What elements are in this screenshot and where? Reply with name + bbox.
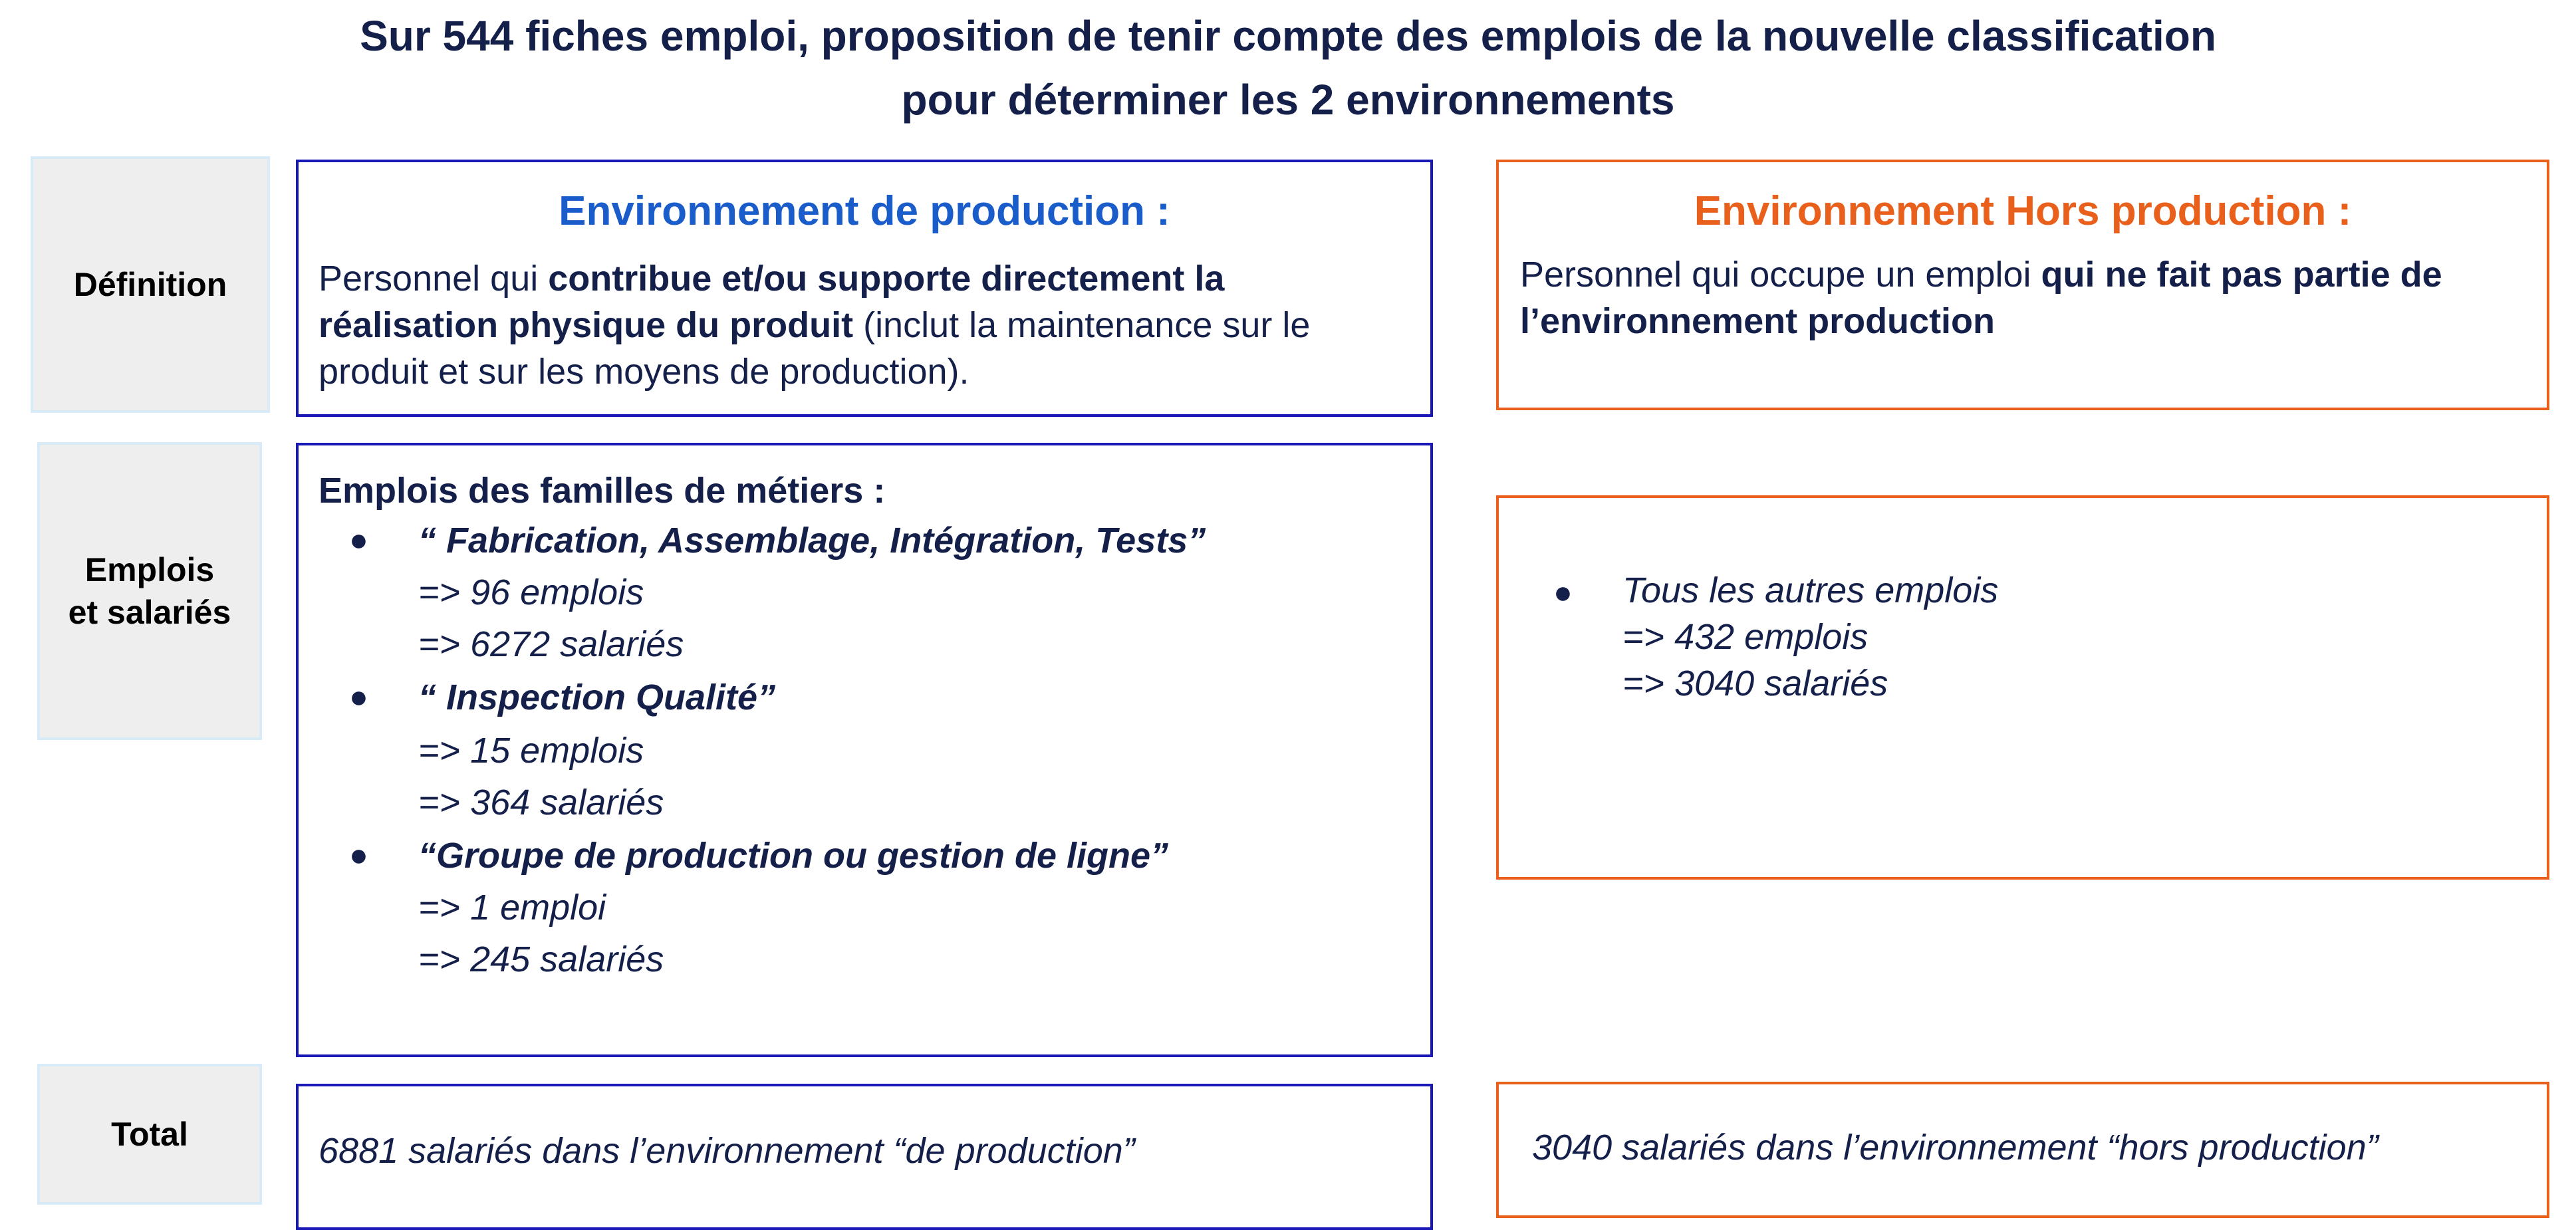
hors-production-definition-part1: Personnel qui occupe un emploi xyxy=(1520,255,2041,295)
hors-production-emplois-box xyxy=(1496,495,2549,880)
title-line-2: pour déterminer les 2 environnements xyxy=(901,76,1675,124)
hors-production-definition-text xyxy=(1520,251,2537,344)
row-label-emplois xyxy=(37,442,262,740)
row-label-emplois-line2: et salariés xyxy=(68,594,231,631)
row-label-definition-text: Définition xyxy=(73,266,227,303)
production-emplois-heading: Emplois des familles de métiers : xyxy=(319,471,886,511)
hors-production-total-text: 3040 salariés dans l’environnement “hors production” xyxy=(1532,1128,2379,1168)
family-employees: => 6272 salariés xyxy=(418,624,684,664)
hors-production-definition-bold: qui ne fait pas partie de l’environnement production xyxy=(1520,255,2442,341)
row-label-total-text: Total xyxy=(111,1116,188,1153)
row-label-emplois-line1: Emplois xyxy=(84,551,215,588)
production-definition-part2: (inclut la maintenance sur le produit et sur les moyens de production). xyxy=(319,305,1311,392)
hors-production-total-box xyxy=(1496,1082,2549,1218)
production-definition-bold: contribue et/ou supporte directement la réalisation physique du produit xyxy=(319,259,1225,345)
other-jobs-count: => 432 emplois xyxy=(1622,617,1868,657)
production-definition-text xyxy=(319,255,1409,395)
family-employees: => 364 salariés xyxy=(418,783,664,822)
production-heading: Environnement de production : xyxy=(559,188,1170,234)
bullet-icon: ● xyxy=(349,523,368,558)
other-jobs-name: Tous les autres emplois xyxy=(1622,570,1999,610)
production-definition-box xyxy=(296,160,1433,417)
family-jobs: => 1 emploi xyxy=(418,888,606,927)
row-label-total xyxy=(37,1064,262,1205)
hors-production-definition-box xyxy=(1496,160,2549,410)
production-definition-part1: Personnel qui xyxy=(319,259,549,299)
production-total-text: 6881 salariés dans l’environnement “de production” xyxy=(319,1131,1135,1171)
page-title xyxy=(0,4,2576,132)
family-jobs: => 96 emplois xyxy=(418,572,644,612)
hors-production-heading: Environnement Hors production : xyxy=(1694,188,2352,234)
title-line-1: Sur 544 fiches emploi, proposition de tenir compte des emplois de la nouvelle classification xyxy=(360,12,2216,60)
family-jobs: => 15 emplois xyxy=(418,731,644,771)
other-jobs-employees: => 3040 salariés xyxy=(1622,664,1888,703)
bullet-icon: ● xyxy=(349,838,368,873)
family-name: “ Inspection Qualité” xyxy=(418,677,776,717)
bullet-icon: ● xyxy=(349,679,368,715)
production-emplois-box xyxy=(296,443,1433,1057)
bullet-icon: ● xyxy=(1553,575,1573,610)
row-label-definition xyxy=(31,156,270,413)
family-employees: => 245 salariés xyxy=(418,939,664,979)
production-total-box xyxy=(296,1084,1433,1230)
family-name: “Groupe de production ou gestion de ligne” xyxy=(418,836,1168,876)
family-name: “ Fabrication, Assemblage, Intégration, Tests” xyxy=(418,521,1206,560)
